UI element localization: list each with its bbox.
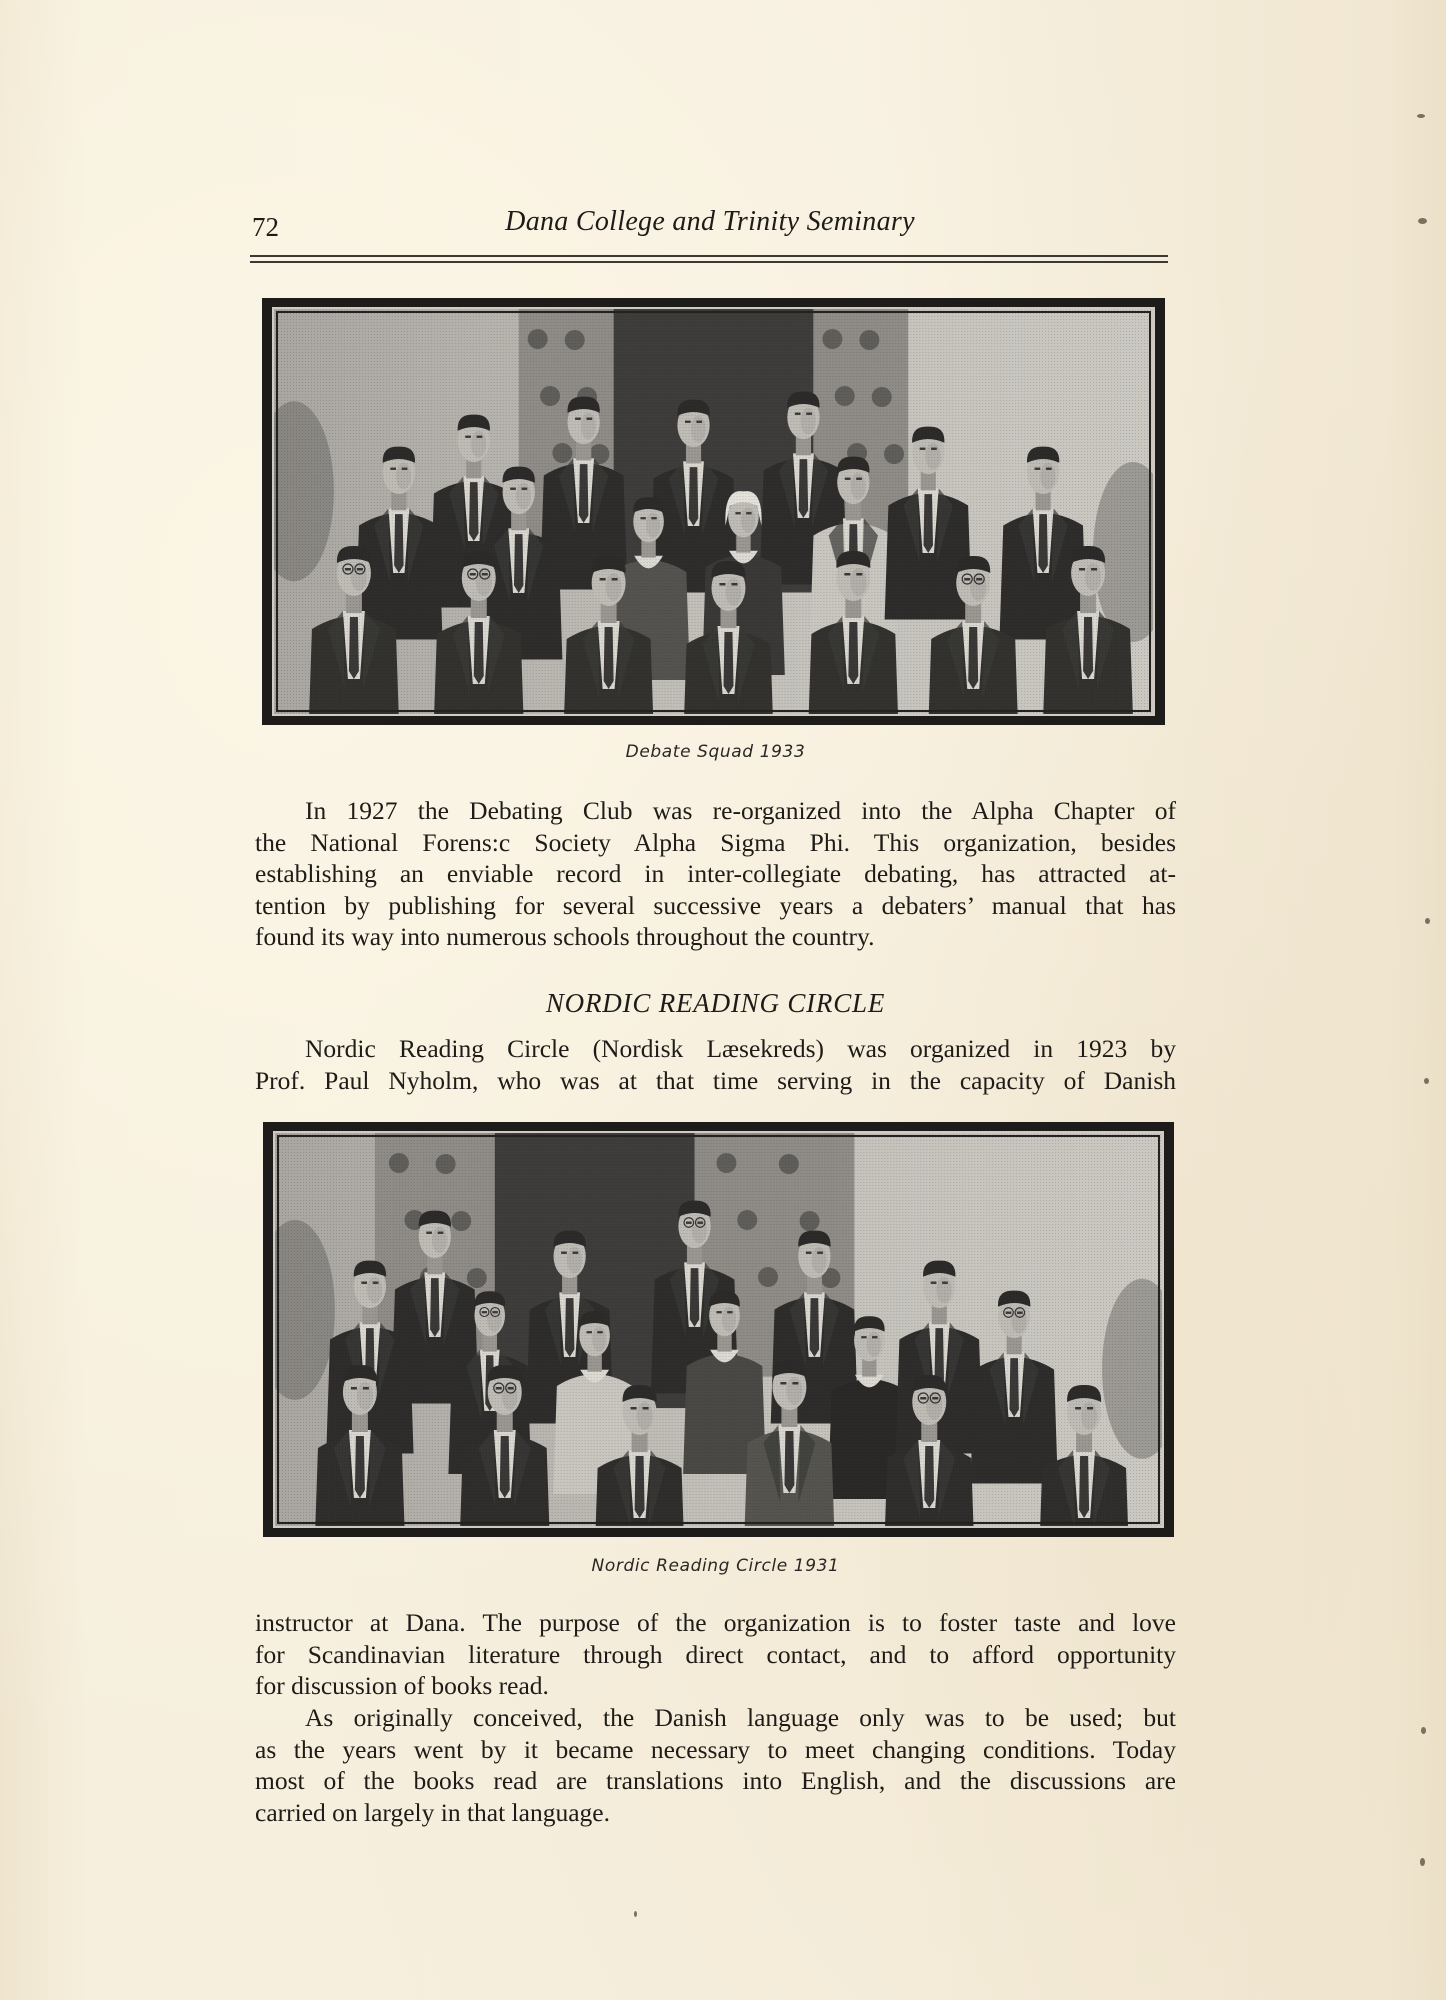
- paragraph-nordic-purpose: [255, 1607, 1176, 1702]
- text-line: Nordic Reading Circle (Nordisk Læsekreds) was organized in 1923 by: [305, 1034, 1176, 1063]
- paper-blemish: [1424, 1078, 1429, 1084]
- halftone-grain: [274, 309, 1153, 714]
- text-line: as the years went by it became necessary to meet changing conditions. Today: [255, 1734, 1176, 1764]
- header-rule-bottom: [250, 261, 1168, 263]
- page-number: 72: [252, 212, 279, 242]
- halftone-grain: [275, 1133, 1162, 1526]
- paragraph-nordic-intro: [255, 1033, 1176, 1096]
- text-line: instructor at Dana. The purpose of the organization is to foster taste and love: [255, 1608, 1176, 1637]
- paper-blemish: [1418, 218, 1427, 224]
- text-line: As originally conceived, the Danish language only was to be used; but: [305, 1703, 1176, 1732]
- text-line: tention by publishing for several successive years a debaters’ manual that has: [255, 890, 1176, 920]
- text-line: for Scandinavian literature through direct contact, and to afford opportunity: [255, 1639, 1176, 1669]
- debate-squad-photo: [262, 298, 1165, 725]
- group-photo-image: [275, 1133, 1162, 1526]
- group-photo-image: [274, 309, 1153, 714]
- paper-blemish: [1421, 1727, 1426, 1734]
- paragraph-debating-club: [255, 795, 1176, 953]
- nordic-reading-circle-photo: [263, 1122, 1174, 1537]
- text-line: Prof. Paul Nyholm, who was at that time serving in the capacity of Danish: [255, 1065, 1176, 1095]
- paper-blemish: [1420, 1858, 1425, 1866]
- text-line: establishing an enviable record in inter-collegiate debating, has attracted at-: [255, 859, 1176, 889]
- paper-blemish: [634, 1911, 637, 1917]
- photo-caption-debate-squad: Debate Squad 1933: [625, 742, 806, 762]
- text-line: for discussion of books read.: [255, 1671, 549, 1701]
- text-line: found its way into numerous schools throughout the country.: [255, 922, 875, 952]
- paper-blemish: [1425, 918, 1430, 924]
- text-line: In 1927 the Debating Club was re-organized into the Alpha Chapter of: [305, 796, 1176, 825]
- paper-blemish: [1417, 114, 1425, 118]
- paragraph-nordic-language: [255, 1702, 1176, 1828]
- text-line: the National Forens:c Society Alpha Sigma Phi. This organization, besides: [255, 827, 1176, 857]
- header-rule-top: [250, 255, 1168, 257]
- photo-border: [273, 1131, 1164, 1528]
- section-heading: NORDIC READING CIRCLE: [545, 988, 886, 1018]
- photo-border: [272, 307, 1155, 716]
- running-title: Dana College and Trinity Seminary: [505, 206, 915, 237]
- text-line: most of the books read are translations into English, and the discussions are: [255, 1766, 1176, 1796]
- photo-caption-nordic-reading-circle: Nordic Reading Circle 1931: [591, 1556, 840, 1576]
- text-line: carried on largely in that language.: [255, 1797, 610, 1827]
